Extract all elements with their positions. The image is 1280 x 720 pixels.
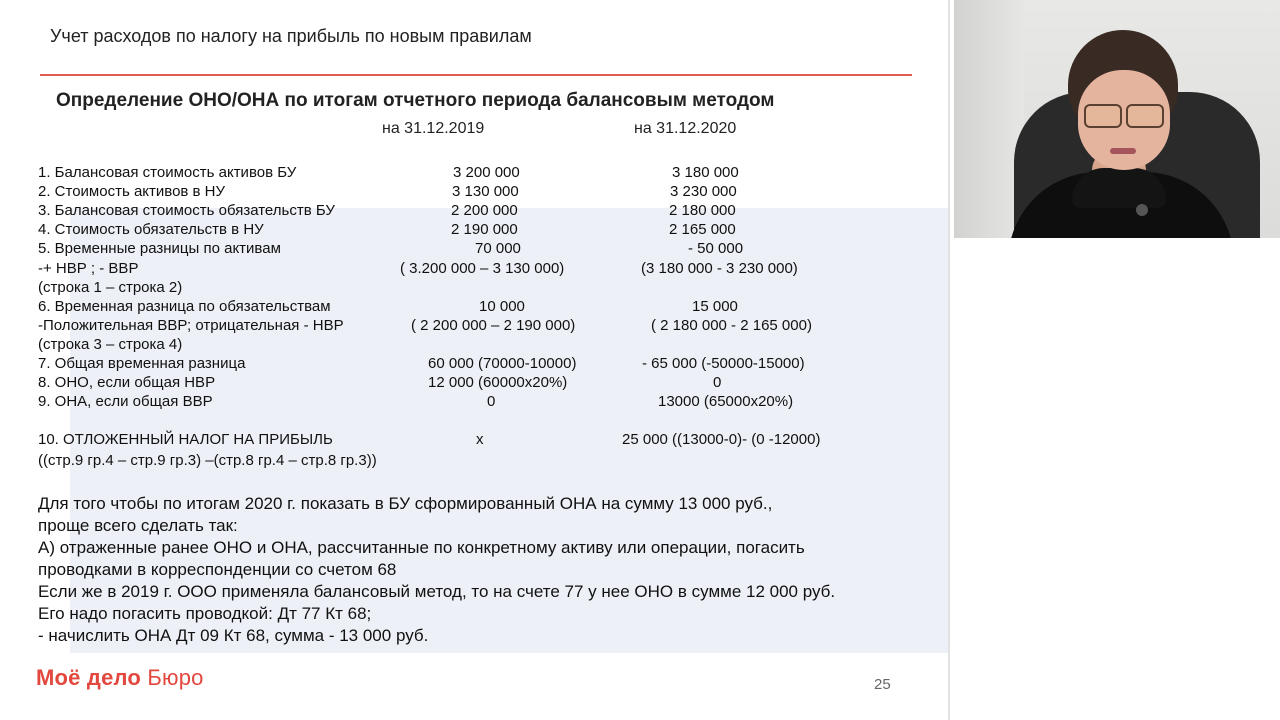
logo-part-suffix: Бюро xyxy=(141,665,204,690)
table-row xyxy=(0,317,948,336)
row-value-2020: 25 000 ((13000-0)- (0 -12000) xyxy=(622,431,821,448)
row-value-2019: 12 000 (60000х20%) xyxy=(428,374,568,391)
table-row xyxy=(0,221,948,240)
row-value-2019: 0 xyxy=(487,393,496,410)
row-value-2020: - 50 000 xyxy=(688,240,744,257)
column-header-2019: на 31.12.2019 xyxy=(382,120,485,137)
table-row xyxy=(0,164,948,183)
row-value-2019: 2 190 000 xyxy=(451,221,518,238)
row-label: 2. Стоимость активов в НУ xyxy=(38,183,226,200)
paragraph-line: проще всего сделать так: xyxy=(38,516,238,535)
row-value-2019: 70 000 xyxy=(475,240,521,257)
row-label: ((стр.9 гр.4 – стр.9 гр.3) –(стр.8 гр.4 – стр.8 гр.3)) xyxy=(38,452,377,469)
glasses-icon xyxy=(1084,104,1164,126)
row-value-2020: (3 180 000 - 3 230 000) xyxy=(641,260,798,277)
row-value-2020: 2 165 000 xyxy=(669,221,736,238)
paragraph-line: Если же в 2019 г. ООО применяла балансовый метод, то на счете 77 у нее ОНО в сумме 12 000 руб. xyxy=(38,582,836,601)
paragraph-line: А) отраженные ранее ОНО и ОНА, рассчитанные по конкретному активу или операции, погасить xyxy=(38,538,805,557)
table-row xyxy=(0,298,948,317)
presenter-collar xyxy=(1072,168,1166,208)
paragraph-line: проводками в корреспонденции со счетом 68 xyxy=(38,560,397,579)
table-row xyxy=(0,452,948,471)
row-value-2020: - 65 000 (-50000-15000) xyxy=(642,355,805,372)
row-value-2020: ( 2 180 000 - 2 165 000) xyxy=(651,317,812,334)
row-value-2019: 60 000 (70000-10000) xyxy=(428,355,577,372)
row-label: -+ НВР ; - ВВР xyxy=(38,260,139,277)
row-value-2020: 15 000 xyxy=(692,298,738,315)
row-value-2019: ( 2 200 000 – 2 190 000) xyxy=(411,317,576,334)
row-value-2019: ( 3.200 000 – 3 130 000) xyxy=(400,260,565,277)
table-row xyxy=(0,336,948,355)
paragraph-line: Его надо погасить проводкой: Дт 77 Кт 68; xyxy=(38,604,372,623)
row-label: 3. Балансовая стоимость обязательств БУ xyxy=(38,202,335,219)
presenter-video xyxy=(954,0,1280,238)
slide-header: Учет расходов по налогу на прибыль по новым правилам xyxy=(50,26,532,46)
logo-part-main: Моё дело xyxy=(36,665,142,690)
row-label: -Положительная ВВР; отрицательная - НВР xyxy=(38,317,344,334)
row-value-2020: 13000 (65000х20%) xyxy=(658,393,794,410)
paragraph-line: Для того чтобы по итогам 2020 г. показать в БУ сформированный ОНА на сумму 13 000 руб., xyxy=(38,494,773,513)
row-value-2020: 0 xyxy=(713,374,722,391)
paragraph-line: - начислить ОНА Дт 09 Кт 68, сумма - 13 000 руб. xyxy=(38,626,429,645)
row-label: 1. Балансовая стоимость активов БУ xyxy=(38,164,297,181)
table-row xyxy=(0,260,948,279)
slide-title: Определение ОНО/ОНА по итогам отчетного периода балансовым методом xyxy=(56,90,775,111)
row-label: 6. Временная разница по обязательствам xyxy=(38,298,331,315)
row-value-2019: х xyxy=(476,431,484,448)
table-row xyxy=(0,393,948,412)
microphone-icon xyxy=(1136,204,1148,216)
brand-logo xyxy=(36,665,204,691)
column-header-2020: на 31.12.2020 xyxy=(634,120,737,137)
table-row xyxy=(0,240,948,259)
table-row xyxy=(0,374,948,393)
row-label: (строка 1 – строка 2) xyxy=(38,279,183,296)
row-label: 9. ОНА, если общая ВВР xyxy=(38,393,213,410)
row-value-2019: 10 000 xyxy=(479,298,525,315)
row-value-2019: 3 200 000 xyxy=(453,164,520,181)
slide-divider xyxy=(948,0,950,720)
row-value-2019: 3 130 000 xyxy=(452,183,519,200)
row-value-2019: 2 200 000 xyxy=(451,202,518,219)
table-row xyxy=(0,183,948,202)
header-divider xyxy=(40,74,912,76)
table-row xyxy=(0,431,948,450)
row-label: 7. Общая временная разница xyxy=(38,355,246,372)
table-row xyxy=(0,355,948,374)
row-label: (строка 3 – строка 4) xyxy=(38,336,183,353)
table-row xyxy=(0,202,948,221)
row-value-2020: 3 230 000 xyxy=(670,183,737,200)
table-row xyxy=(0,279,948,298)
row-label: 8. ОНО, если общая НВР xyxy=(38,374,216,391)
row-label: 10. ОТЛОЖЕННЫЙ НАЛОГ НА ПРИБЫЛЬ xyxy=(38,431,333,448)
page-number: 25 xyxy=(874,676,891,693)
row-label: 5. Временные разницы по активам xyxy=(38,240,281,257)
row-value-2020: 3 180 000 xyxy=(672,164,739,181)
explanation-paragraph xyxy=(38,493,938,647)
presenter-mouth xyxy=(1110,148,1136,154)
row-value-2020: 2 180 000 xyxy=(669,202,736,219)
row-label: 4. Стоимость обязательств в НУ xyxy=(38,221,264,238)
